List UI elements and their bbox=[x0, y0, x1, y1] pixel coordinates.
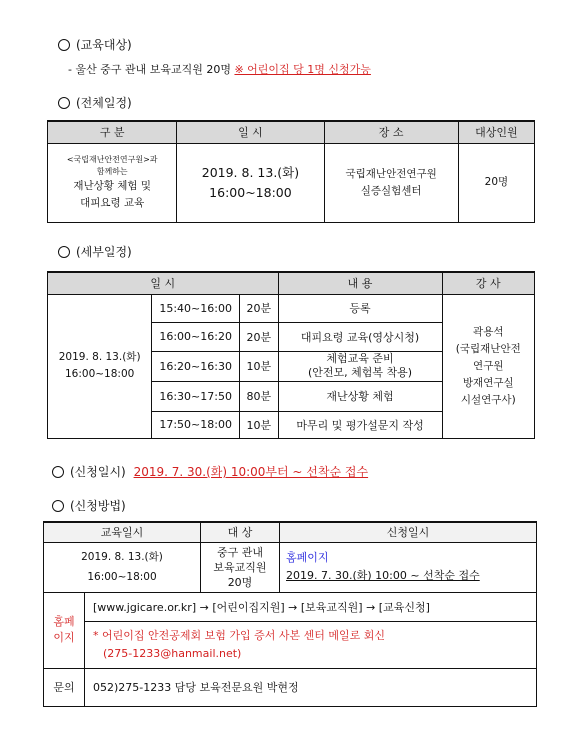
circle-bullet-icon bbox=[58, 97, 70, 109]
header-detail-instructor: 강 사 bbox=[442, 272, 534, 294]
apply-email[interactable]: (275-1233@hanmail.net) bbox=[103, 646, 242, 660]
section-title-apply-date: (신청일시) 2019. 7. 30.(화) 10:00부터 ~ 선착순 접수 bbox=[52, 463, 368, 480]
header-place: 장 소 bbox=[324, 121, 458, 143]
section-title-detail: (세부일정) bbox=[58, 243, 132, 260]
detail-row-time: 17:50~18:00 bbox=[152, 411, 240, 438]
target-text: - 울산 중구 관내 보육교직원 20명 bbox=[68, 63, 231, 76]
apply-period: 2019. 7. 30.(화) 10:00 ~ 선착순 접수 bbox=[286, 569, 480, 582]
detail-row-content: 체험교육 준비 (안전모, 체험복 착용) bbox=[278, 351, 442, 381]
section-title-overall: (전체일정) bbox=[58, 94, 132, 111]
overall-category-cell: <국립재난안전연구원>과 함께하는 재난상황 체험 및 대피요령 교육 bbox=[48, 143, 177, 222]
homepage-label-cell: 홈페 이지 bbox=[44, 592, 85, 668]
section-title-target: (교육대상) bbox=[58, 36, 132, 53]
detail-row-content: 등록 bbox=[278, 294, 442, 322]
overall-schedule-table bbox=[47, 120, 535, 223]
detail-row-duration: 20분 bbox=[240, 322, 279, 351]
detail-row-content: 재난상황 체험 bbox=[278, 381, 442, 411]
detail-row-time: 16:00~16:20 bbox=[152, 322, 240, 351]
header-apply-datetime: 신청일시 bbox=[280, 522, 537, 542]
overall-place-cell: 국립재난안전연구원 실증실험센터 bbox=[324, 143, 458, 222]
detail-row-time: 16:20~16:30 bbox=[152, 351, 240, 381]
detail-row-duration: 20분 bbox=[240, 294, 279, 322]
inquiry-label: 문의 bbox=[44, 668, 85, 706]
apply-note-cell bbox=[85, 621, 537, 668]
overall-count-cell: 20명 bbox=[458, 143, 534, 222]
circle-bullet-icon bbox=[58, 39, 70, 51]
homepage-path[interactable]: [www.jgicare.or.kr] → [어린이집지원] → [보육교직원] → [교육신청] bbox=[85, 592, 537, 621]
apply-target-cell: 중구 관내 보육교직원 20명 bbox=[201, 542, 280, 592]
detail-row-duration: 10분 bbox=[240, 351, 279, 381]
header-datetime: 일 시 bbox=[177, 121, 324, 143]
detail-row-duration: 80분 bbox=[240, 381, 279, 411]
apply-method-table bbox=[43, 521, 537, 707]
apply-edu-datetime-cell: 2019. 8. 13.(화) 16:00~18:00 bbox=[44, 542, 201, 592]
detail-row-content: 대피요령 교육(영상시청) bbox=[278, 322, 442, 351]
header-edu-datetime: 교육일시 bbox=[44, 522, 201, 542]
detail-row-time: 16:30~17:50 bbox=[152, 381, 240, 411]
header-target: 대 상 bbox=[201, 522, 280, 542]
header-category: 구 분 bbox=[48, 121, 177, 143]
header-count: 대상인원 bbox=[458, 121, 534, 143]
apply-note: * 어린이집 안전공제회 보험 가입 증서 사본 센터 메일로 회신 bbox=[93, 628, 385, 642]
detail-row-time: 15:40~16:00 bbox=[152, 294, 240, 322]
apply-period-cell bbox=[280, 542, 537, 592]
overall-datetime-cell: 2019. 8. 13.(화) 16:00~18:00 bbox=[177, 143, 324, 222]
detail-row-duration: 10분 bbox=[240, 411, 279, 438]
section-title-apply-method: (신청방법) bbox=[52, 497, 126, 514]
detail-instructor-cell: 곽용석 (국립재난안전 연구원 방재연구실 시설연구사) bbox=[442, 294, 534, 438]
circle-bullet-icon bbox=[52, 500, 64, 512]
inquiry-contact: 052)275-1233 담당 보육전문요원 박현정 bbox=[85, 668, 537, 706]
header-detail-content: 내 용 bbox=[278, 272, 442, 294]
apply-date-value: 2019. 7. 30.(화) 10:00부터 ~ 선착순 접수 bbox=[133, 465, 369, 479]
detail-row-content: 마무리 및 평가설문지 작성 bbox=[278, 411, 442, 438]
target-line bbox=[68, 61, 371, 77]
circle-bullet-icon bbox=[52, 466, 64, 478]
detail-date-cell: 2019. 8. 13.(화) 16:00~18:00 bbox=[48, 294, 152, 438]
circle-bullet-icon bbox=[58, 246, 70, 258]
target-note: ※ 어린이집 당 1명 신청가능 bbox=[234, 63, 371, 76]
header-detail-datetime: 일 시 bbox=[48, 272, 279, 294]
detail-schedule-table bbox=[47, 271, 535, 439]
homepage-label: 홈페이지 bbox=[286, 551, 329, 564]
